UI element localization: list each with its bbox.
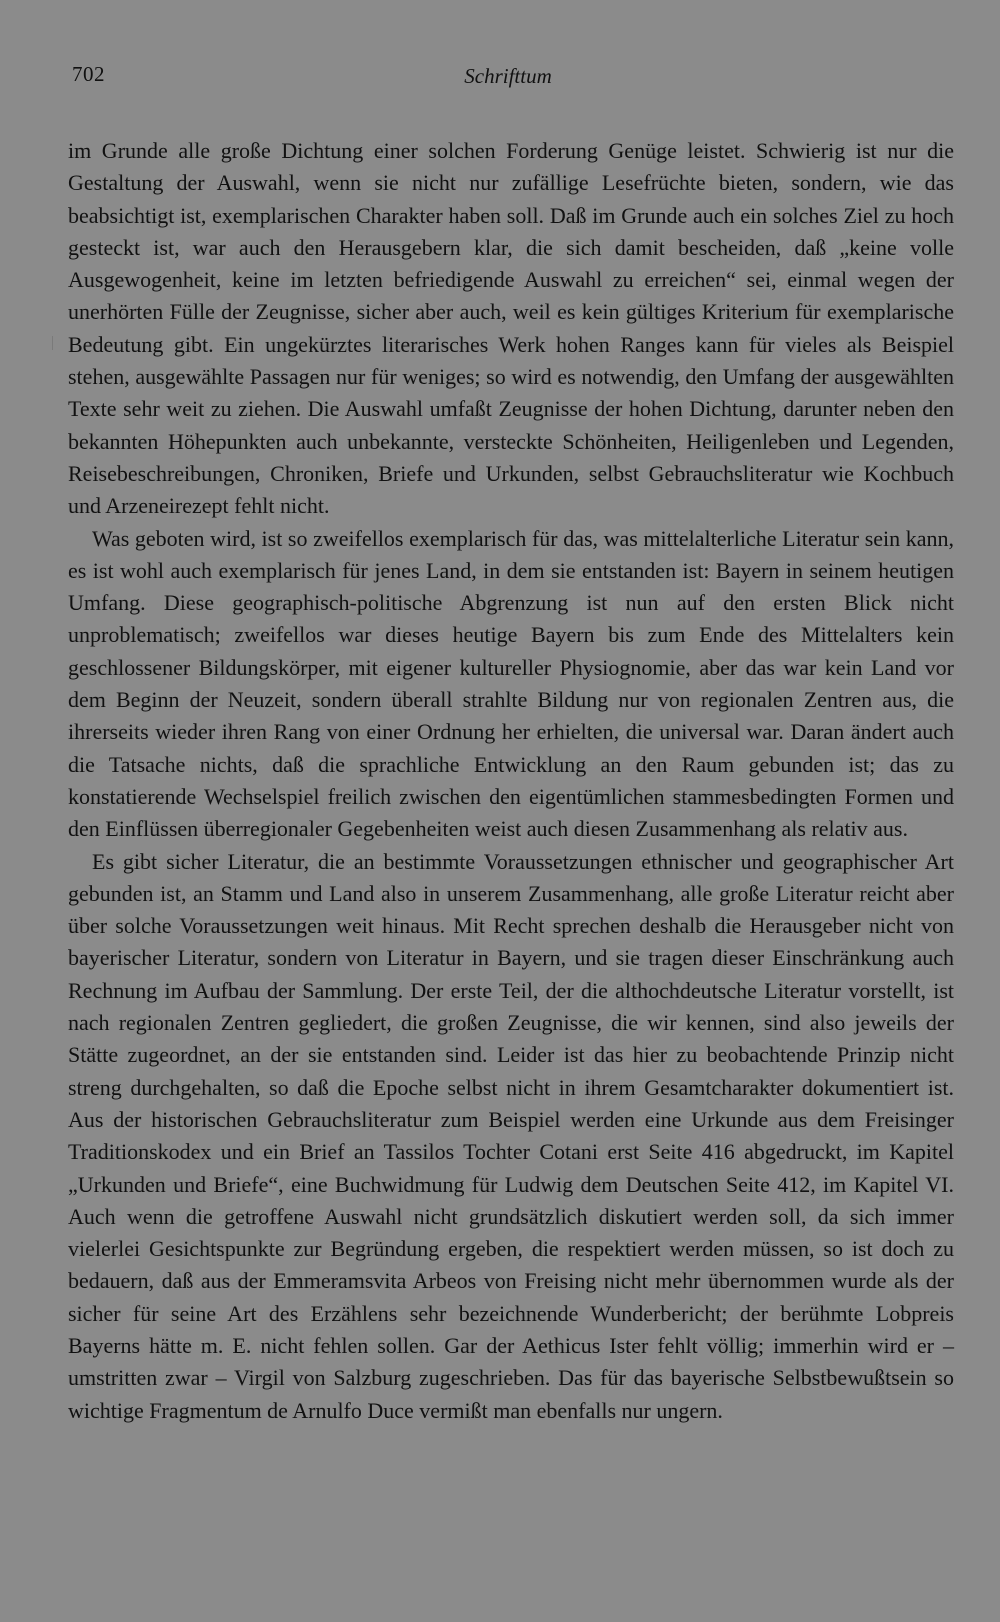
margin-mark <box>52 336 59 350</box>
running-head <box>70 62 946 92</box>
page-number: 702 <box>72 62 105 86</box>
paragraph-3: Es gibt sicher Literatur, die an bestimmte Voraussetzungen ethnischer und geographischer Art gebunden ist, an Stamm und Land also in unserem Zusammenhang, alle große Literatur reicht aber über solche Voraussetzungen weit hinaus. Mit Recht sprechen deshalb die Herausgeber nicht von bayerischer Literatur, sondern von Literatur in Bayern, und sie tragen dieser Einschränkung auch Rechnung im Aufbau der Sammlung. Der erste Teil, der die althochdeutsche Literatur vorstellt, ist nach regionalen Zentren gegliedert, die großen Zeugnisse, die wir kennen, sind also jeweils der Stätte zugeordnet, an der sie entstanden sind. Leider ist das hier zu beobachtende Prinzip nicht streng durchgehalten, so daß die Epoche selbst nicht in ihrem Gesamtcharakter dokumentiert ist. Aus der historischen Gebrauchsliteratur zum Beispiel werden eine Urkunde aus dem Freisinger Traditionskodex und ein Brief an Tassilos Tochter Cotani erst Seite 416 abgedruckt, im Kapitel „Urkunden und Briefe“, eine Buchwidmung für Ludwig dem Deutschen Seite 412, im Kapitel VI. Auch wenn die getroffene Auswahl nicht grundsätzlich diskutiert werden soll, da sich immer vielerlei Gesichtspunkte zur Begründung ergeben, die respektiert werden müssen, so ist doch zu bedauern, daß aus der Emmeramsvita Arbeos von Freising nicht mehr übernommen wurde als der sicher für seine Art des Erzählens sehr bezeichnende Wunderbericht; der berühmte Lobpreis Bayerns hätte m. E. nicht fehlen sollen. Gar der Aethicus Ister fehlt völlig; immerhin wird er – umstritten zwar – Virgil von Salzburg zugeschrieben. Das für das bayerische Selbstbewußtsein so wichtige Fragmentum de Arnulfo Duce vermißt man ebenfalls nur ungern. <box>68 848 954 1423</box>
paragraph-2: Was geboten wird, ist so zweifellos exemplarisch für das, was mittelalterliche Literatur sein kann, es ist wohl auch exemplarisch für jenes Land, in dem sie entstanden ist: Bayern in seinem heutigen Umfang. Diese geographisch-politische Abgrenzung ist nun auf den ersten Blick nicht unproblematisch; zweifellos war dieses heutige Bayern bis zum Ende des Mittelalters kein geschlossener Bildungskörper, mit eigener kultureller Physiognomie, aber das war kein Land vor dem Beginn der Neuzeit, sondern überall strahlte Bildung nur von regionalen Zentren aus, die ihrerseits wieder ihren Rang von einer Ordnung her erhielten, die universal war. Daran ändert auch die Tatsache nichts, daß die sprachliche Entwicklung an den Raum gebunden ist; das zu konstatierende Wechselspiel freilich zwischen den eigentümlichen stammesbedingten Formen und den Einflüssen überregionaler Gegebenheiten weist auch diesen Zusammenhang als relativ aus. <box>68 525 954 842</box>
paragraph-1: im Grunde alle große Dichtung einer solchen Forderung Genüge leistet. Schwierig ist nur die Gestaltung der Auswahl, wenn sie nicht nur zufällige Lesefrüchte bieten, sondern, wie das beabsichtigt ist, exemplarischen Charakter haben soll. Daß im Grunde auch ein solches Ziel zu hoch gesteckt ist, war auch den Herausgebern klar, die sich damit bescheiden, daß „keine volle Ausgewogenheit, keine im letzten befriedigende Auswahl zu erreichen“ sei, einmal wegen der unerhörten Fülle der Zeugnisse, sicher aber auch, weil es kein gültiges Kriterium für exemplarische Bedeutung gibt. Ein ungekürztes literarisches Werk hohen Ranges kann für vieles als Beispiel stehen, ausgewählte Passagen nur für weniges; so wird es notwendig, den Umfang der ausgewählten Texte sehr weit zu ziehen. Die Auswahl umfaßt Zeugnisse der hohen Dichtung, darunter neben den bekannten Höhepunkten auch unbekannte, versteckte Schönheiten, Heiligenleben und Legenden, Reisebeschreibungen, Chroniken, Briefe und Urkunden, selbst Gebrauchsliteratur wie Kochbuch und Arzeneirezept fehlt nicht. <box>68 138 954 519</box>
body-text <box>68 135 954 1427</box>
running-title: Schrifttum <box>464 64 552 88</box>
